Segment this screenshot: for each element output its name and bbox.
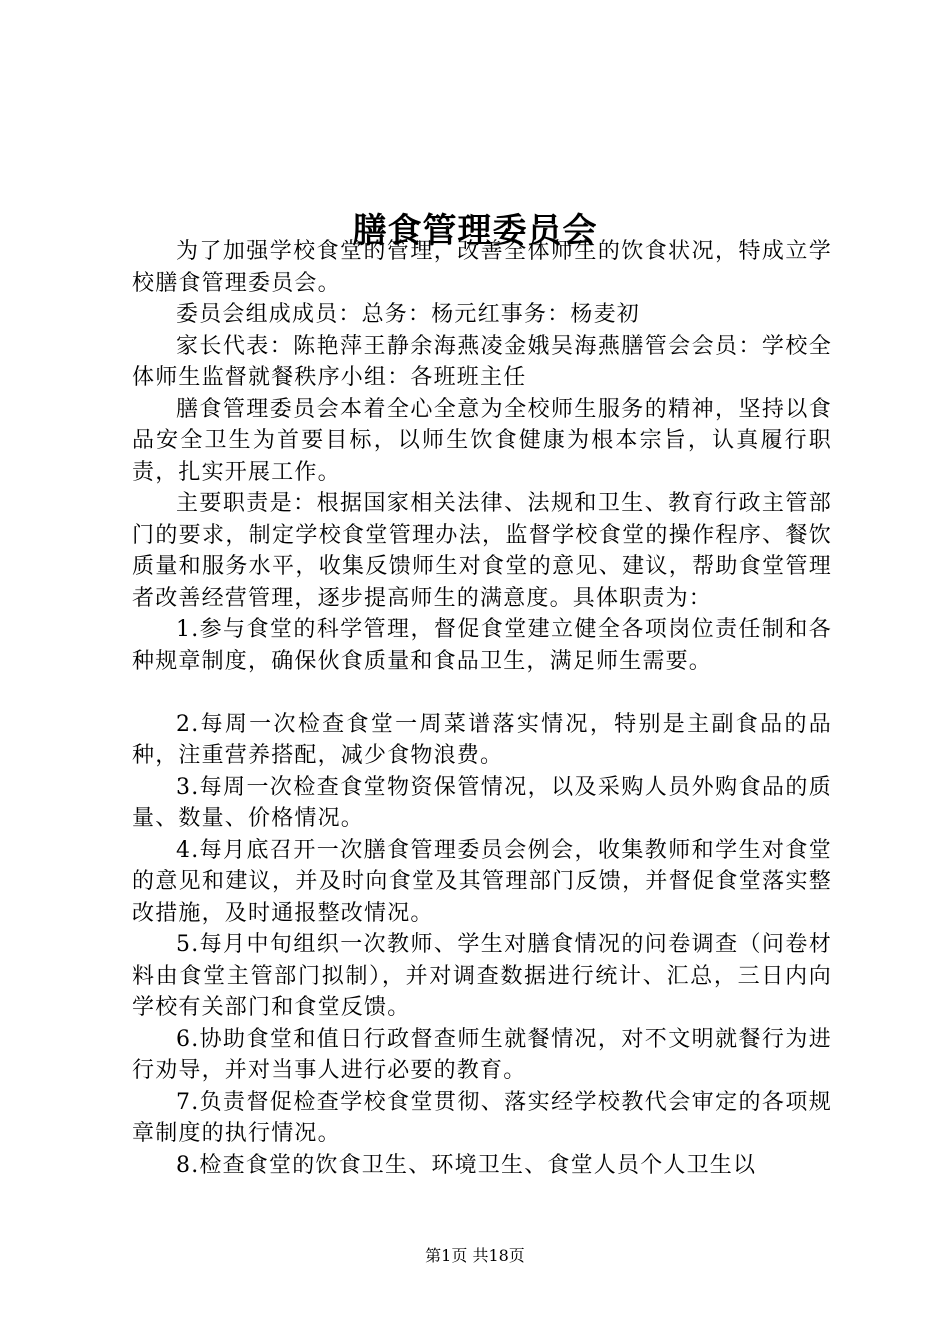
duty-item-4: 4.每月底召开一次膳食管理委员会例会，收集教师和学生对食堂的意见和建议，并及时向食堂及其管理部门反馈，并督促食堂落实整改措施，及时通报整改情况。: [132, 837, 832, 926]
duty-item-3: 3.每周一次检查食堂物资保管情况，以及采购人员外购食品的质量、数量、价格情况。: [132, 774, 832, 831]
duty-item-2: 2.每周一次检查食堂一周菜谱落实情况，特别是主副食品的品种，注重营养搭配，减少食物浪费。: [132, 711, 832, 768]
paragraph-intro: 为了加强学校食堂的管理，改善全体师生的饮食状况，特成立学校膳食管理委员会。: [132, 239, 832, 296]
page-footer: 第1页 共18页: [425, 1246, 525, 1265]
paragraph-parent-representatives: 家长代表：陈艳萍王静余海燕凌金娥吴海燕膳管会会员：学校全体师生监督就餐秩序小组：各班班主任: [132, 333, 832, 390]
document-body: [132, 236, 832, 1181]
paragraph-main-duties: 主要职责是：根据国家相关法律、法规和卫生、教育行政主管部门的要求，制定学校食堂管理办法，监督学校食堂的操作程序、餐饮质量和服务水平，收集反馈师生对食堂的意见、建议，帮助食堂管理者改善经营管理，逐步提高师生的满意度。具体职责为：: [132, 491, 832, 611]
duty-item-8: 8.检查食堂的饮食卫生、环境卫生、食堂人员个人卫生以: [176, 1152, 757, 1178]
paragraph-mission: 膳食管理委员会本着全心全意为全校师生服务的精神，坚持以食品安全卫生为首要目标，以师生饮食健康为根本宗旨，认真履行职责，扎实开展工作。: [132, 396, 832, 485]
duty-item-5: 5.每月中旬组织一次教师、学生对膳食情况的问卷调查（问卷材料由食堂主管部门拟制），并对调查数据进行统计、汇总，三日内向学校有关部门和食堂反馈。: [132, 932, 832, 1020]
paragraph-members: 委员会组成成员：总务：杨元红事务：杨麦初: [176, 302, 641, 327]
duty-item-7: 7.负责督促检查学校食堂贯彻、落实经学校教代会审定的各项规章制度的执行情况。: [132, 1089, 832, 1146]
duty-item-1: 1.参与食堂的科学管理，督促食堂建立健全各项岗位责任制和各种规章制度，确保伙食质量和食品卫生，满足师生需要。: [132, 617, 832, 674]
document-title: 膳食管理委员会: [352, 210, 598, 251]
duty-item-6: 6.协助食堂和值日行政督查师生就餐情况，对不文明就餐行为进行劝导，并对当事人进行必要的教育。: [132, 1026, 832, 1083]
